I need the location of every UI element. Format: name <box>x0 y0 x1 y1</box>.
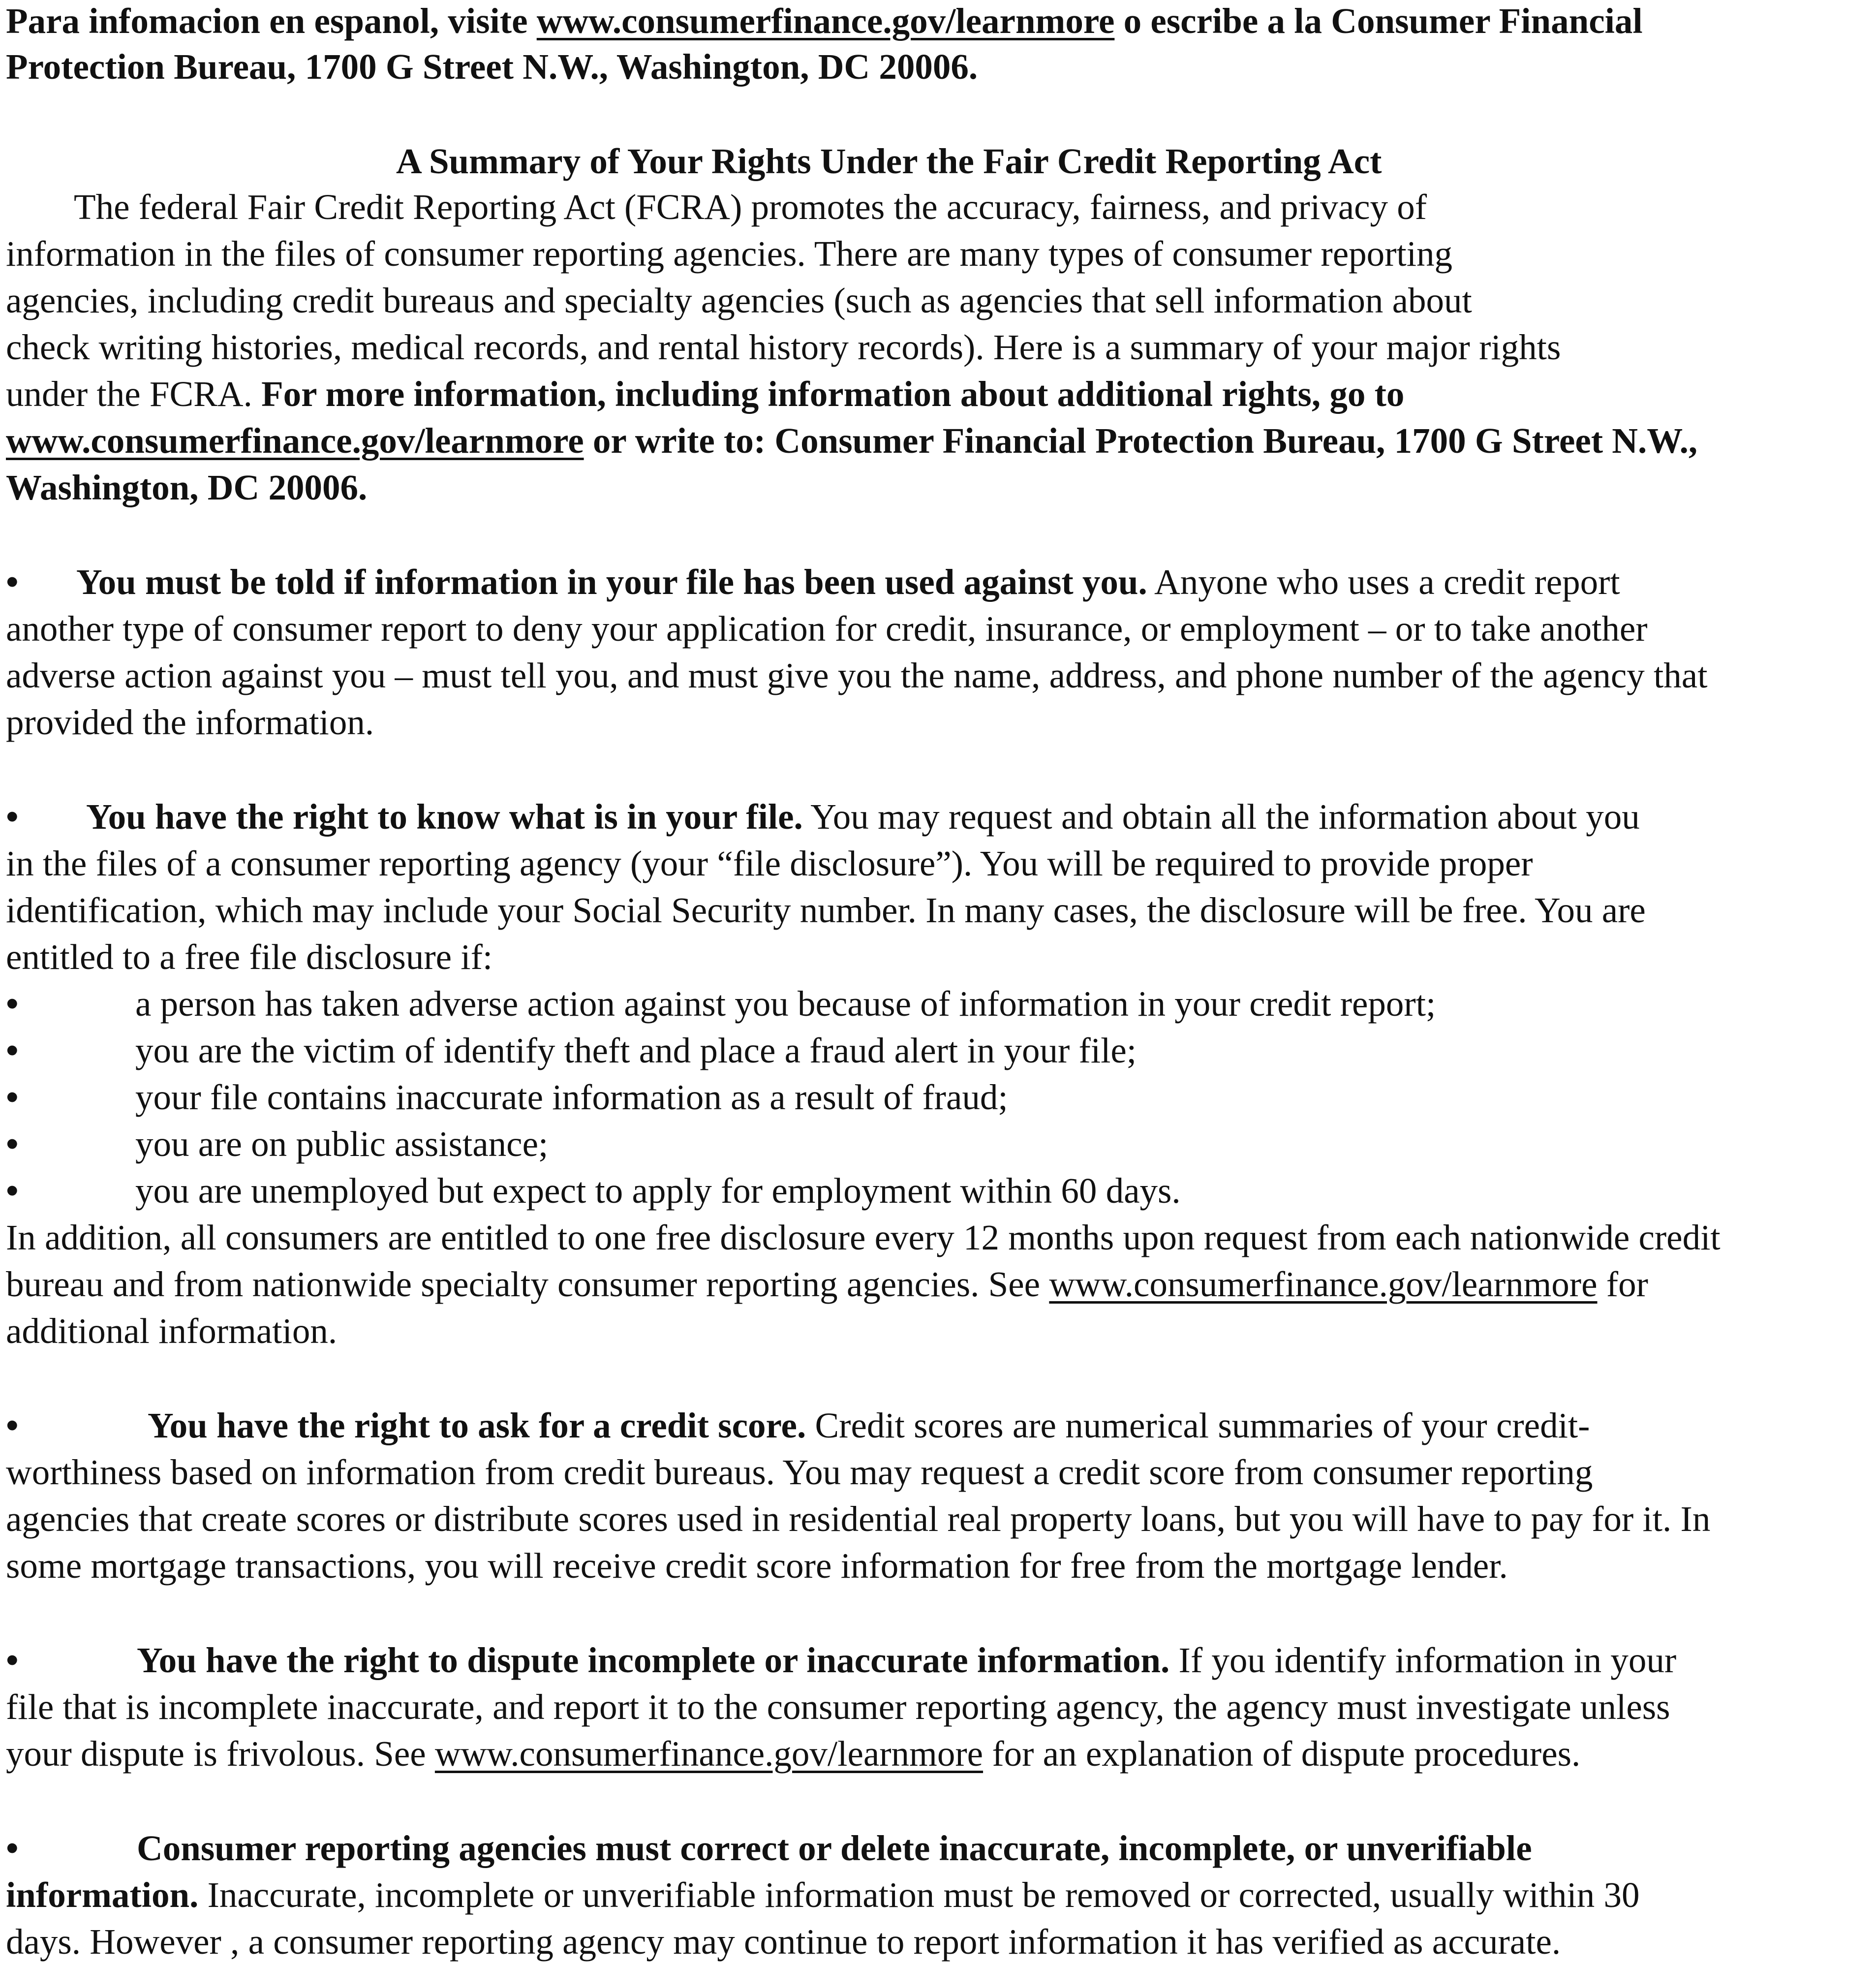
list-item: you are the victim of identify theft and place a fraud alert in your file; <box>135 1030 1137 1070</box>
section-1-line-1 <box>76 559 1620 605</box>
section-4-line-2: file that is incomplete inaccurate, and report it to the consumer reporting agency, the agency must investigate unless <box>6 1687 1670 1727</box>
learnmore-link[interactable]: www.consumerfinance.gov/learnmore <box>6 421 584 461</box>
summary-line-1: The federal Fair Credit Reporting Act (FCRA) promotes the accuracy, fairness, and privacy of <box>74 187 1427 227</box>
intro-tail: o escribe a la Consumer Financial <box>1114 1 1643 41</box>
section-text: bureau and from nationwide specialty consumer reporting agencies. See <box>6 1264 1049 1304</box>
section-3-line-2: worthiness based on information from credit bureaus. You may request a credit score from consumer reporting <box>6 1452 1593 1492</box>
section-4-line-3 <box>6 1730 1580 1777</box>
bullet-icon: • <box>6 1030 19 1070</box>
learnmore-link[interactable]: www.consumerfinance.gov/learnmore <box>1049 1264 1598 1304</box>
summary-line-4: check writing histories, medical records, and rental history records). Here is a summary of your major rights <box>6 327 1561 367</box>
section-2-add-2 <box>6 1261 1648 1308</box>
section-text: Anyone who uses a credit report <box>1147 562 1620 602</box>
bullet-icon: • <box>6 1640 19 1680</box>
section-2-line-4: entitled to a free file disclosure if: <box>6 937 493 977</box>
section-2-line-1 <box>86 793 1640 840</box>
summary-line-5 <box>6 371 1404 417</box>
learnmore-link[interactable]: www.consumerfinance.gov/learnmore <box>536 1 1115 41</box>
section-text: your dispute is frivolous. See <box>6 1734 435 1774</box>
section-heading: information. <box>6 1875 199 1915</box>
summary-line-6 <box>6 417 1697 464</box>
intro-text: Para infomacion en espanol, visite <box>6 1 537 41</box>
section-text: for <box>1597 1264 1648 1304</box>
summary-line-7: Washington, DC 20006. <box>6 468 368 507</box>
section-2-line-3: identification, which may include your Social Security number. In many cases, the disclosure will be free. You are <box>6 890 1646 930</box>
summary-line-2: information in the files of consumer reporting agencies. There are many types of consumer reporting <box>6 234 1452 274</box>
section-2-add-1: In addition, all consumers are entitled to one free disclosure every 12 months upon request from each nationwide credit <box>6 1218 1721 1257</box>
section-heading: You must be told if information in your file has been used against you. <box>76 562 1147 602</box>
list-item: you are on public assistance; <box>135 1124 549 1164</box>
page-title: A Summary of Your Rights Under the Fair Credit Reporting Act <box>396 141 1382 181</box>
bullet-icon: • <box>6 1171 19 1211</box>
intro-line-2: Protection Bureau, 1700 G Street N.W., Washington, DC 20006. <box>6 47 978 87</box>
bullet-icon: • <box>6 562 19 602</box>
bullet-icon: • <box>6 797 19 837</box>
section-1-line-4: provided the information. <box>6 702 374 742</box>
section-2-line-2: in the files of a consumer reporting agency (your “file disclosure”). You will be required to provide proper <box>6 843 1533 883</box>
summary-bold: or write to: Consumer Financial Protection Bureau, 1700 G Street N.W., <box>584 421 1698 461</box>
section-3-line-4: some mortgage transactions, you will receive credit score information for free from the mortgage lender. <box>6 1546 1508 1586</box>
section-heading: You have the right to dispute incomplete or inaccurate information. <box>137 1640 1170 1680</box>
section-3-line-3: agencies that create scores or distribute scores used in residential real property loans, but you will have to pay for it. In <box>6 1499 1711 1539</box>
summary-line-3: agencies, including credit bureaus and specialty agencies (such as agencies that sell information about <box>6 281 1472 320</box>
intro-line-1 <box>6 0 1643 44</box>
section-heading: You have the right to know what is in your file. <box>86 797 803 837</box>
section-5-line-2 <box>6 1872 1639 1918</box>
section-heading: You have the right to ask for a credit score. <box>148 1405 806 1445</box>
section-2-add-3: additional information. <box>6 1311 338 1351</box>
list-item: a person has taken adverse action against you because of information in your credit report; <box>135 984 1436 1024</box>
list-item: your file contains inaccurate information as a result of fraud; <box>135 1077 1008 1117</box>
section-text: for an explanation of dispute procedures. <box>983 1734 1581 1774</box>
section-text: If you identify information in your <box>1169 1640 1677 1680</box>
bullet-icon: • <box>6 1124 19 1164</box>
summary-bold: For more information, including information about additional rights, go to <box>261 374 1405 414</box>
section-1-line-2: another type of consumer report to deny your application for credit, insurance, or employment – or to take another <box>6 609 1648 649</box>
bullet-icon: • <box>6 1405 19 1445</box>
section-3-line-1 <box>148 1402 1590 1449</box>
section-text: You may request and obtain all the information about you <box>802 797 1640 837</box>
section-1-line-3: adverse action against you – must tell you, and must give you the name, address, and phone number of the agency that <box>6 656 1708 695</box>
section-text: Credit scores are numerical summaries of your credit- <box>806 1405 1590 1445</box>
section-4-line-1 <box>137 1637 1676 1684</box>
bullet-icon: • <box>6 984 19 1024</box>
list-item: you are unemployed but expect to apply for employment within 60 days. <box>135 1171 1181 1211</box>
bullet-icon: • <box>6 1828 19 1868</box>
summary-text: under the FCRA. <box>6 374 262 414</box>
section-5-line-3: days. However , a consumer reporting agency may continue to report information it has verified as accurate. <box>6 1922 1561 1962</box>
learnmore-link[interactable]: www.consumerfinance.gov/learnmore <box>434 1734 984 1774</box>
section-5-line-1: Consumer reporting agencies must correct or delete inaccurate, incomplete, or unverifiable <box>137 1828 1532 1868</box>
section-text: Inaccurate, incomplete or unverifiable information must be removed or corrected, usually within 30 <box>198 1875 1640 1915</box>
bullet-icon: • <box>6 1077 19 1117</box>
